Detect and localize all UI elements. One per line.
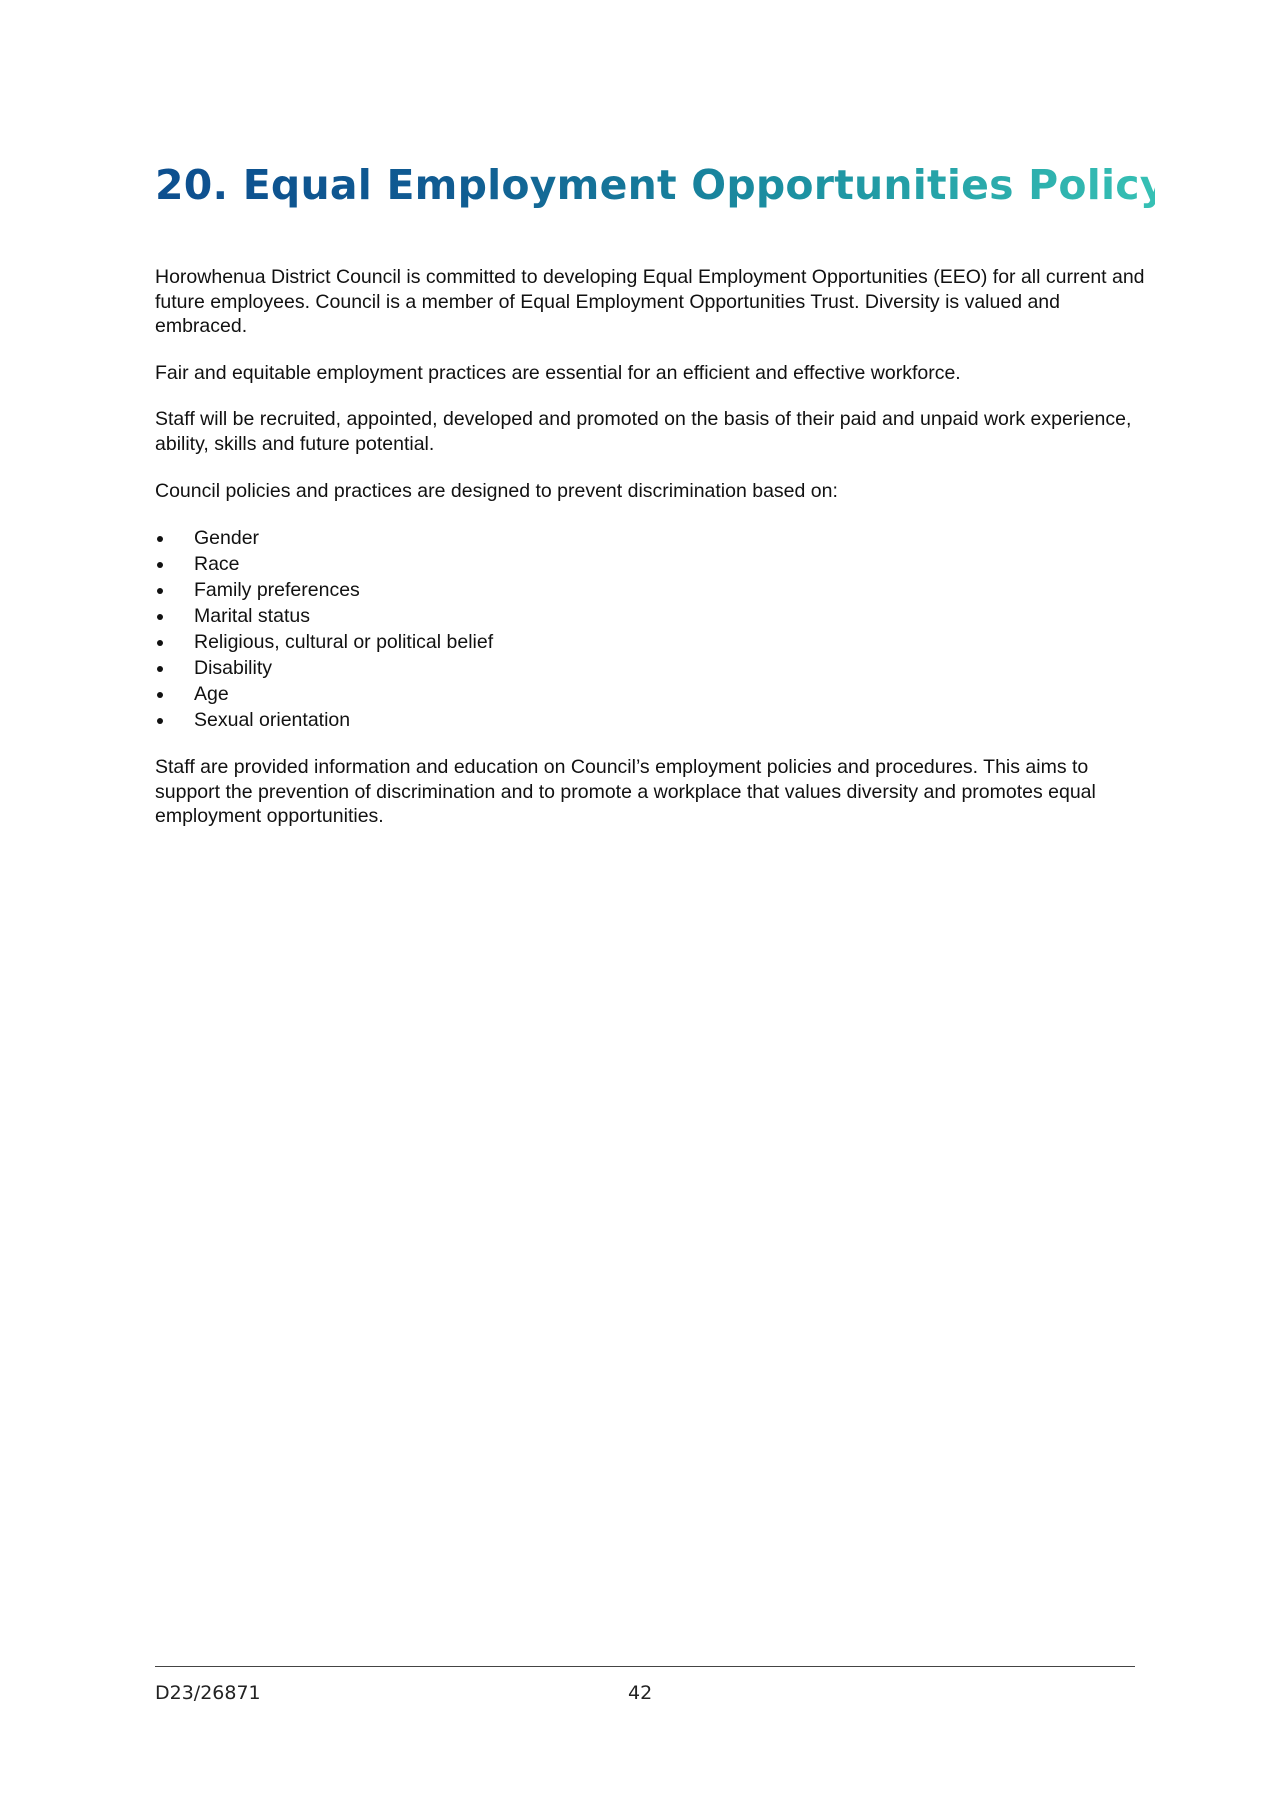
- bullet-icon: [157, 614, 163, 620]
- bullet-icon: [157, 718, 163, 724]
- list-item: Race: [155, 551, 1145, 577]
- list-item: Disability: [155, 655, 1145, 681]
- bullet-icon: [157, 588, 163, 594]
- document-reference: D23/26871: [155, 1682, 261, 1704]
- bullet-icon: [157, 640, 163, 646]
- footer-divider: [155, 1666, 1135, 1667]
- discrimination-intro-paragraph: Council policies and practices are designed to prevent discrimination based on:: [155, 479, 838, 502]
- bullet-icon: [157, 692, 163, 698]
- list-item: Age: [155, 681, 1145, 707]
- list-item: Gender: [155, 525, 1145, 551]
- page-number: 42: [628, 1682, 653, 1704]
- bullet-icon: [157, 536, 163, 542]
- education-paragraph: Staff are provided information and education on Council’s employment policies and procedures. This aims to support the prevention of discrimination and to promote a workplace that values diversity and promotes equal employment opportunities.: [155, 756, 1096, 828]
- bullet-icon: [157, 562, 163, 568]
- list-item: Sexual orientation: [155, 707, 1145, 733]
- bullet-icon: [157, 666, 163, 672]
- recruitment-paragraph: Staff will be recruited, appointed, developed and promoted on the basis of their paid and unpaid work experience, ability, skills and future potential.: [155, 408, 1132, 455]
- document-body: [155, 265, 1145, 851]
- list-item: Family preferences: [155, 577, 1145, 603]
- discrimination-grounds-list: [155, 525, 1145, 733]
- page-title: 20. Equal Employment Opportunities Policy: [155, 155, 1155, 215]
- list-item: Religious, cultural or political belief: [155, 629, 1145, 655]
- intro-paragraph: Horowhenua District Council is committed to developing Equal Employment Opportunities (EEO) for all current and future employees. Council is a member of Equal Employment Opportunities Trust. Diversity is valued and embraced.: [155, 266, 1145, 338]
- list-item: Marital status: [155, 603, 1145, 629]
- practices-paragraph: Fair and equitable employment practices are essential for an efficient and effective workforce.: [155, 361, 961, 384]
